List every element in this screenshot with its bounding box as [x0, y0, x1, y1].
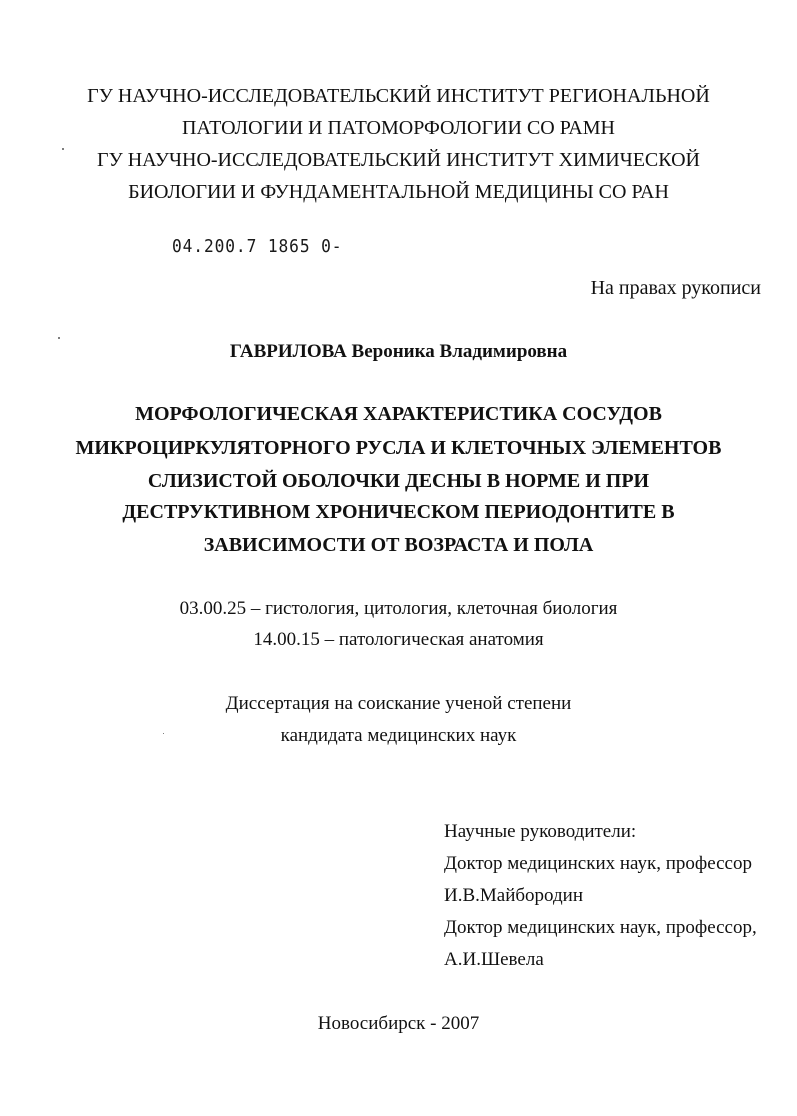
supervisor-2-degree: Доктор медицинских наук, профессор,: [444, 917, 757, 938]
supervisors-heading: Научные руководители:: [444, 821, 637, 842]
supervisor-1-name: И.В.Майбородин: [444, 885, 584, 906]
title-line-3: СЛИЗИСТОЙ ОБОЛОЧКИ ДЕСНЫ В НОРМЕ И ПРИ: [147, 470, 650, 492]
scan-speck: [58, 337, 60, 339]
place-year: Новосибирск - 2007: [317, 1013, 480, 1034]
manuscript-note: На правах рукописи: [590, 277, 761, 299]
institution-line-1: ГУ НАУЧНО-ИССЛЕДОВАТЕЛЬСКИЙ ИНСТИТУТ РЕГИОНАЛЬНОЙ: [87, 85, 710, 107]
institution-line-4: БИОЛОГИИ И ФУНДАМЕНТАЛЬНОЙ МЕДИЦИНЫ СО РАН: [128, 181, 669, 203]
title-line-4: ДЕСТРУКТИВНОМ ХРОНИЧЕСКОМ ПЕРИОДОНТИТЕ В: [122, 501, 675, 523]
registration-stamp: 04.200.7 1865 0-: [172, 236, 343, 257]
title-line-1: МОРФОЛОГИЧЕСКАЯ ХАРАКТЕРИСТИКА СОСУДОВ: [135, 403, 662, 425]
degree-line-2: кандидата медицинских наук: [280, 725, 517, 746]
title-line-2: МИКРОЦИРКУЛЯТОРНОГО РУСЛА И КЛЕТОЧНЫХ ЭЛЕМЕНТОВ: [75, 437, 722, 459]
supervisor-2-name: А.И.Шевела: [444, 949, 544, 970]
author-name: ГАВРИЛОВА Вероника Владимировна: [229, 341, 568, 362]
specialty-line-2: 14.00.15 – патологическая анатомия: [253, 629, 544, 650]
institution-line-2: ПАТОЛОГИИ И ПАТОМОРФОЛОГИИ СО РАМН: [182, 117, 615, 139]
supervisor-1-degree: Доктор медицинских наук, профессор: [444, 853, 752, 874]
degree-line-1: Диссертация на соискание ученой степени: [225, 693, 572, 714]
institution-line-3: ГУ НАУЧНО-ИССЛЕДОВАТЕЛЬСКИЙ ИНСТИТУТ ХИМИЧЕСКОЙ: [97, 149, 700, 171]
title-line-5: ЗАВИСИМОСТИ ОТ ВОЗРАСТА И ПОЛА: [203, 534, 594, 556]
specialty-line-1: 03.00.25 – гистология, цитология, клеточная биология: [179, 598, 618, 619]
